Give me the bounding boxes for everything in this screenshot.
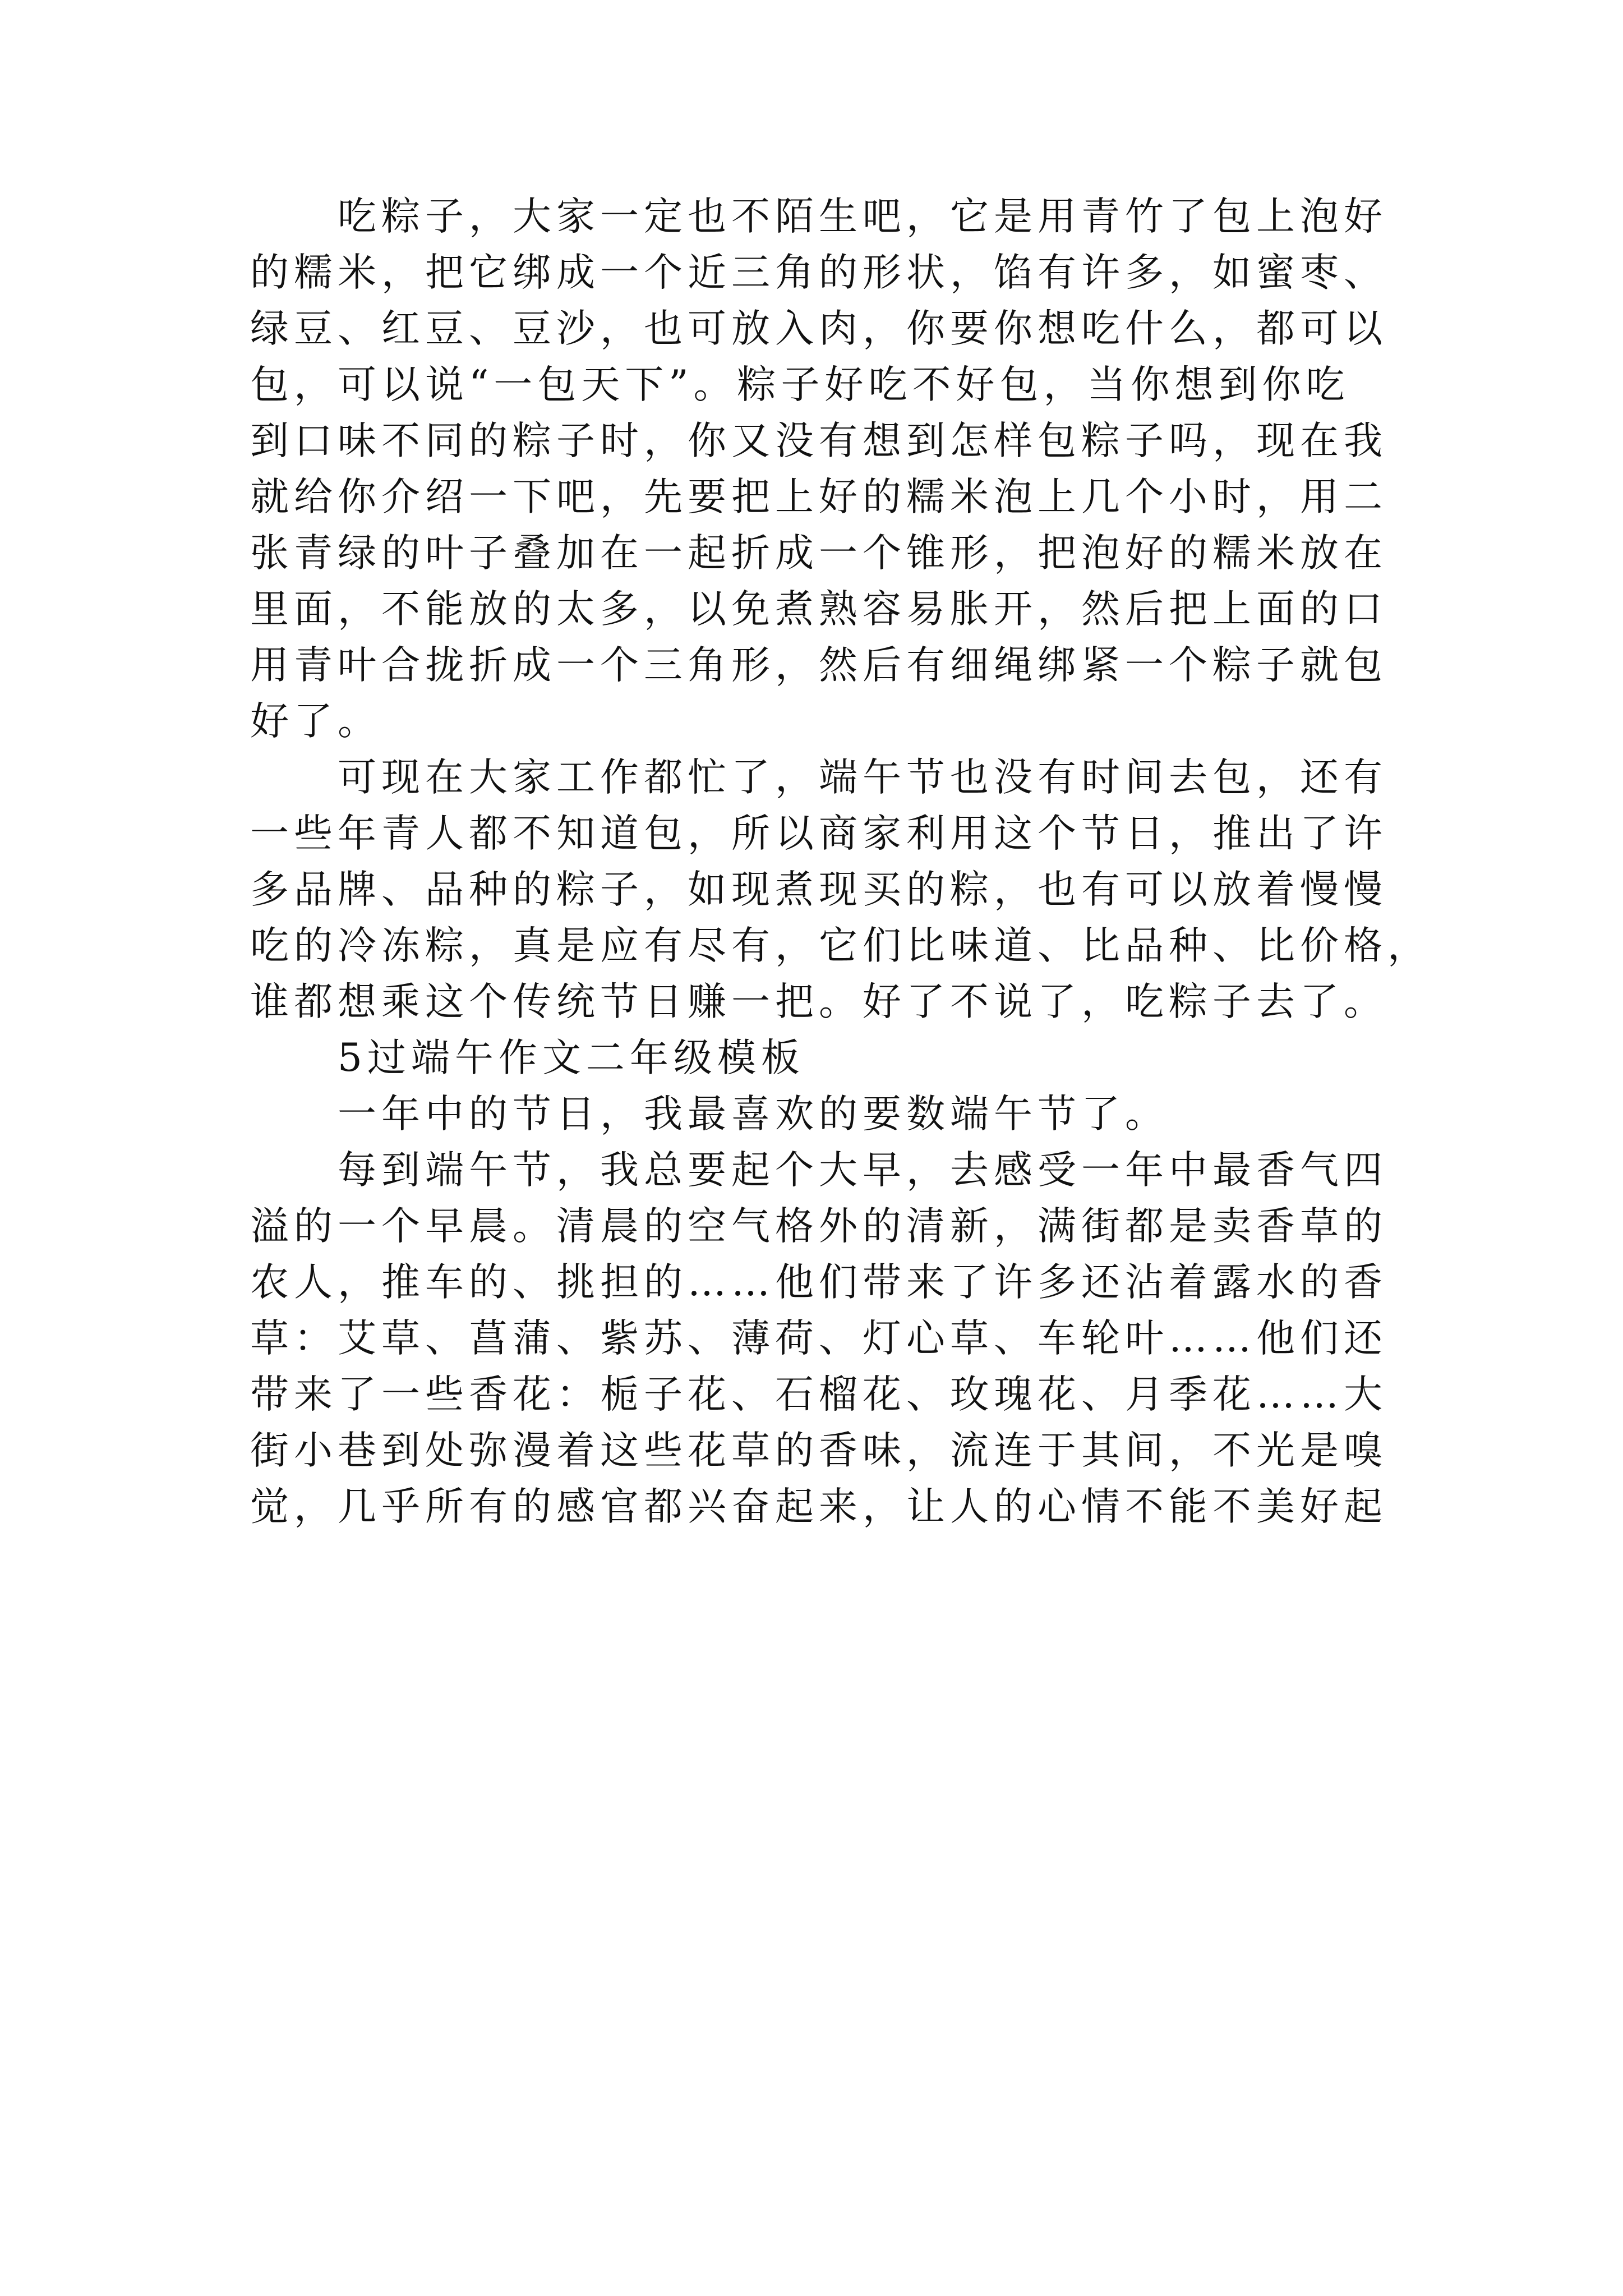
text-line: 街小巷到处弥漫着这些花草的香味，流连于其间，不光是嗅 (250, 1428, 1387, 1473)
text-line: 每到端午节，我总要起个大早，去感受一年中最香气四 (338, 1148, 1387, 1193)
text-line: 吃粽子，大家一定也不陌生吧，它是用青竹了包上泡好 (338, 194, 1387, 239)
text-line: 一些年青人都不知道包，所以商家利用这个节日，推出了许 (250, 811, 1387, 856)
text-line: 就给你介绍一下吧，先要把上好的糯米泡上几个小时，用二 (250, 475, 1387, 519)
text-line: 觉，几乎所有的感官都兴奋起来，让人的心情不能不美好起 (250, 1484, 1387, 1529)
text-line: 吃的冷冻粽，真是应有尽有，它们比味道、比品种、比价格， (250, 923, 1431, 968)
text-line: 包，可以说“一包天下”。粽子好吃不好包，当你想到你吃 (250, 362, 1350, 407)
section-heading: 5过端午作文二年级模板 (338, 1036, 805, 1080)
text-line: 谁都想乘这个传统节日赚一把。好了不说了，吃粽子去了。 (250, 979, 1387, 1024)
text-line: 农人，推车的、挑担的……他们带来了许多还沾着露水的香 (250, 1260, 1387, 1305)
text-line: 溢的一个早晨。清晨的空气格外的清新，满街都是卖香草的 (250, 1204, 1387, 1249)
text-line: 带来了一些香花：栀子花、石榴花、玫瑰花、月季花……大 (250, 1372, 1387, 1417)
text-line: 里面，不能放的太多，以免煮熟容易胀开，然后把上面的口 (250, 587, 1387, 632)
text-line: 多品牌、品种的粽子，如现煮现买的粽，也有可以放着慢慢 (250, 867, 1387, 912)
text-line: 的糯米，把它绑成一个近三角的形状，馅有许多，如蜜枣、 (250, 250, 1387, 295)
text-line: 一年中的节日，我最喜欢的要数端午节了。 (338, 1092, 1169, 1137)
text-line: 可现在大家工作都忙了，端午节也没有时间去包，还有 (338, 755, 1387, 800)
text-line: 绿豆、红豆、豆沙，也可放入肉，你要你想吃什么，都可以 (250, 306, 1387, 351)
text-line: 到口味不同的粽子时，你又没有想到怎样包粽子吗，现在我 (250, 418, 1387, 463)
text-line: 好了。 (250, 699, 381, 744)
text-line: 张青绿的叶子叠加在一起折成一个锥形，把泡好的糯米放在 (250, 531, 1387, 576)
text-line: 草：艾草、菖蒲、紫苏、薄荷、灯心草、车轮叶……他们还 (250, 1316, 1387, 1361)
text-line: 用青叶合拢折成一个三角形，然后有细绳绑紧一个粽子就包 (250, 643, 1387, 688)
